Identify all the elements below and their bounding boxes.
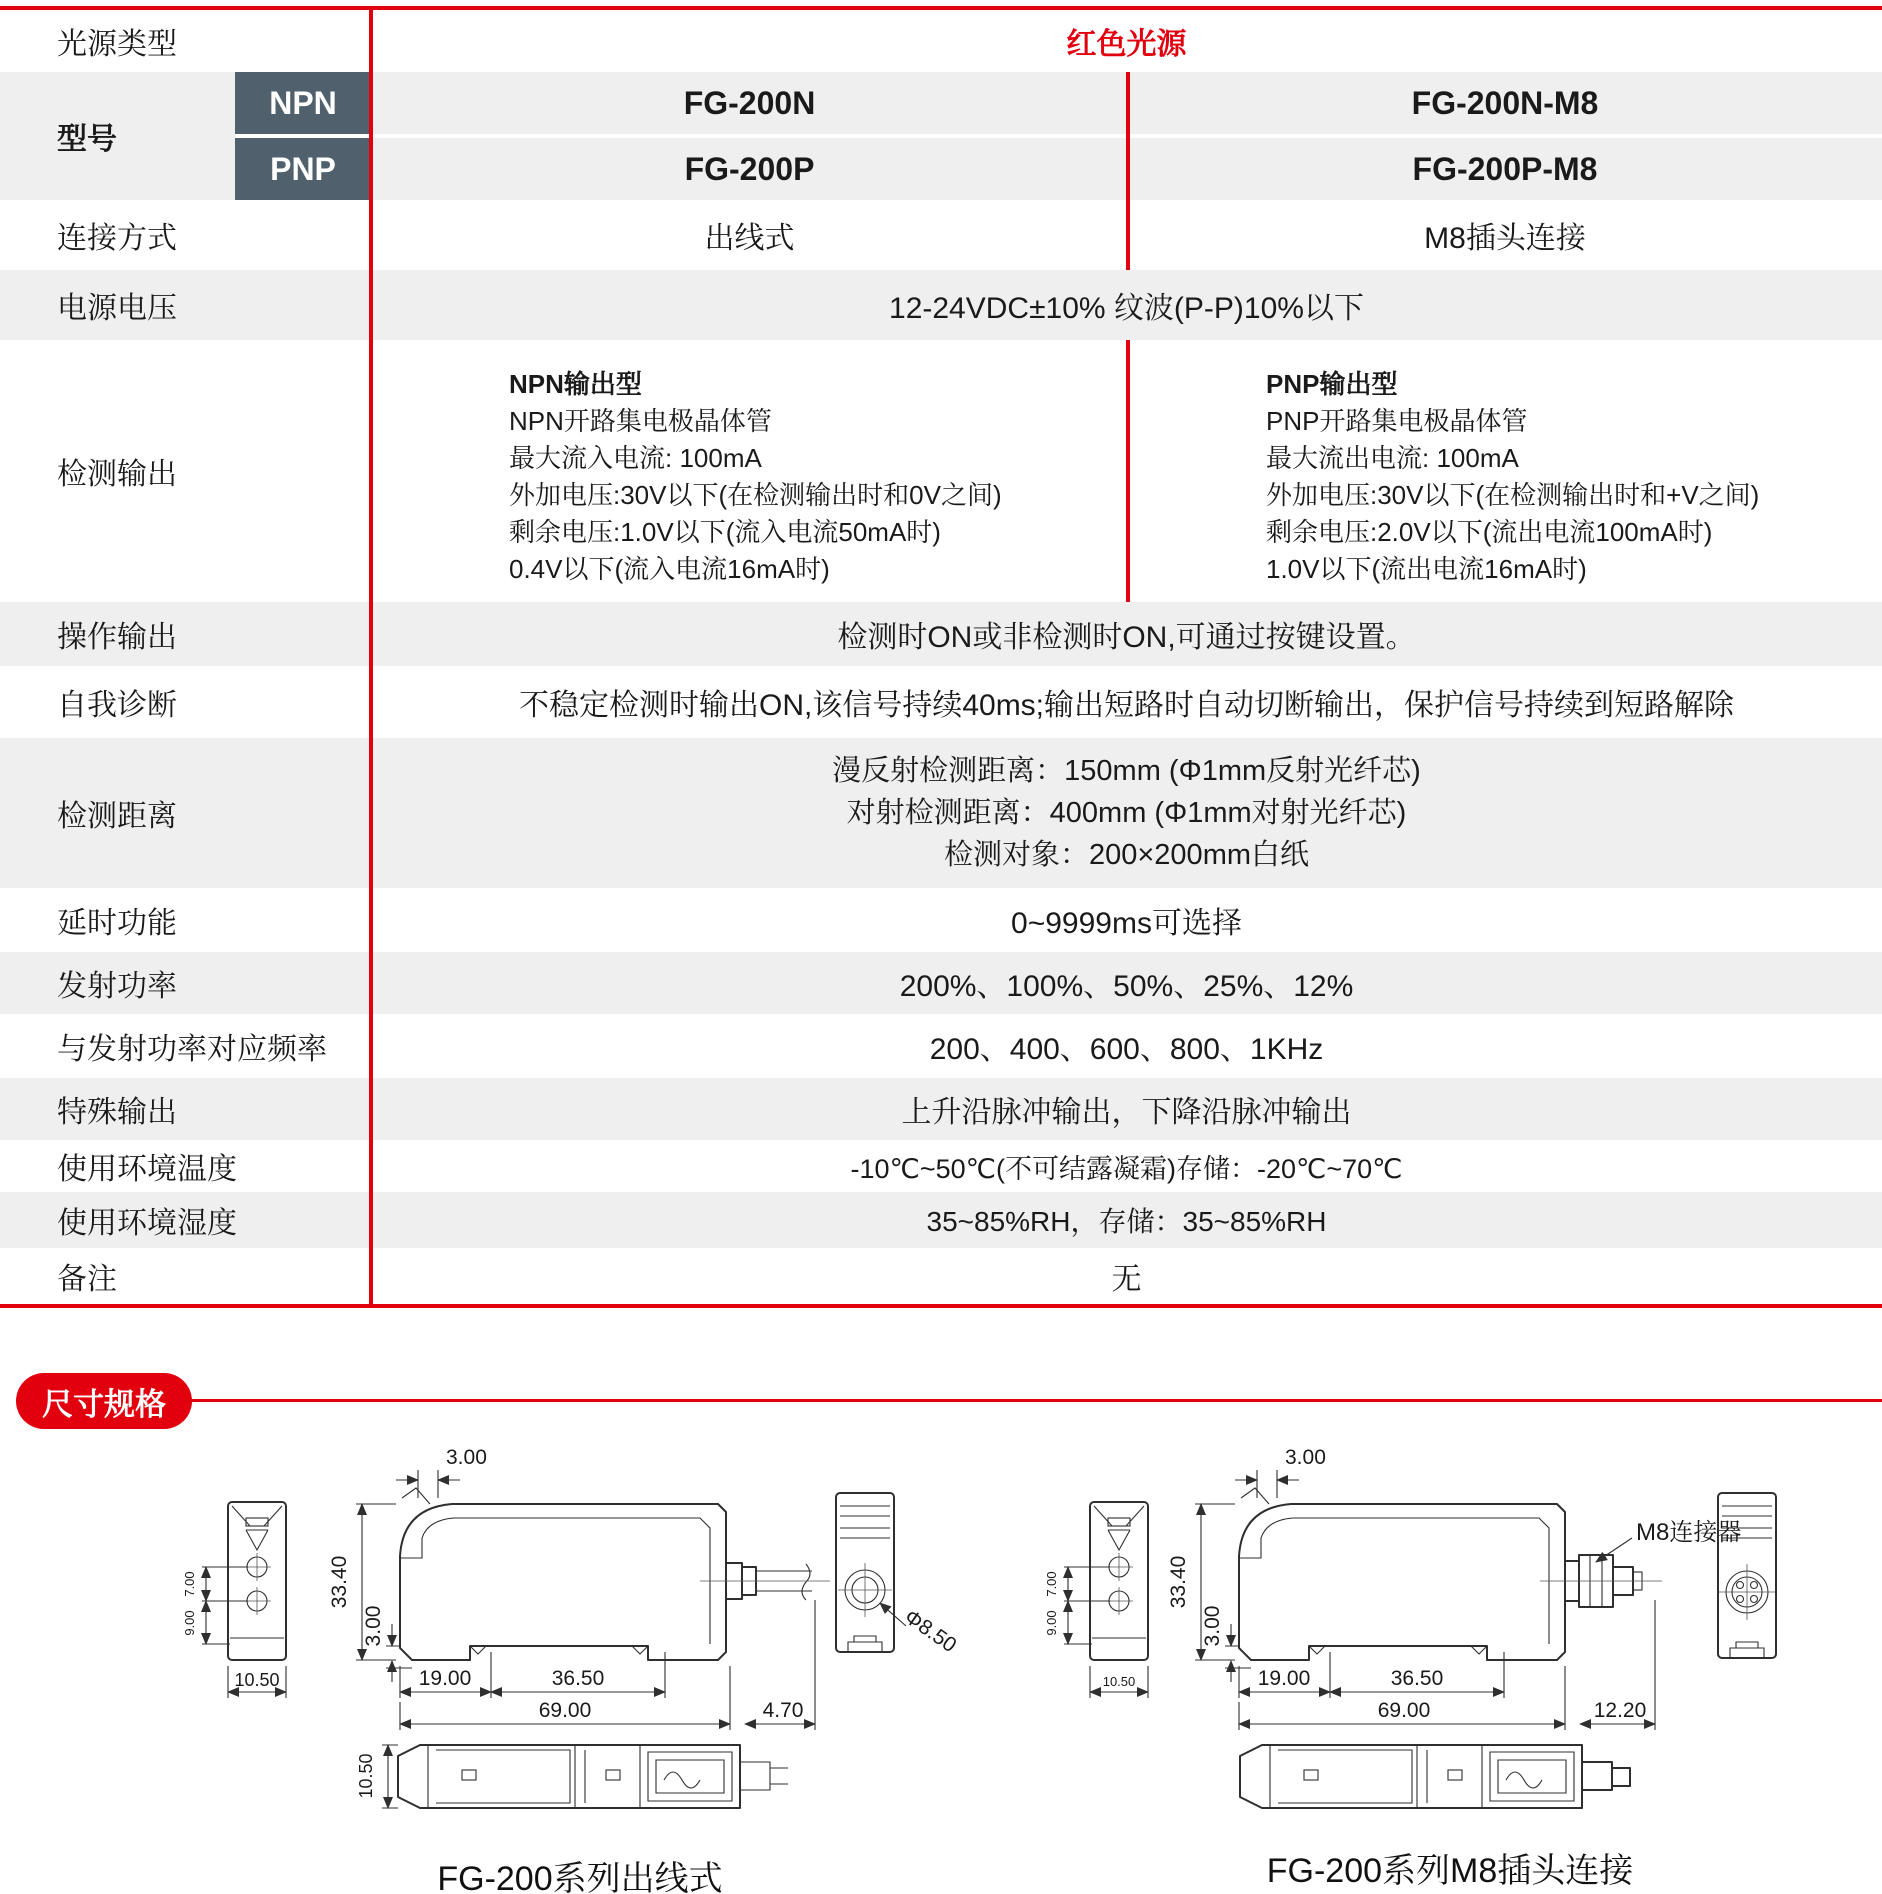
detection-output-npn-block: [371, 340, 1128, 602]
special-output-label: 特殊输出: [57, 1096, 177, 1129]
wire-side-view: [182, 1502, 286, 1698]
row-special-output: [0, 1078, 1882, 1140]
dim-hole-pitch-top-wire: 7.00: [182, 1571, 197, 1597]
delay-label: 延时功能: [57, 907, 177, 940]
wire-main-view: [328, 1446, 830, 1730]
dim-top-offset-wire: 3.00: [446, 1446, 487, 1469]
table-divider-middle-top: [1126, 72, 1130, 270]
row-remarks: [0, 1248, 1882, 1304]
dim-body-height-m8: 33.40: [1167, 1555, 1190, 1609]
row-model: [0, 72, 1882, 200]
pnp-output-line: 1.0V以下(流出电流16mA时): [1266, 554, 1587, 584]
dim-lip-m8: 3.00: [1201, 1605, 1224, 1647]
npn-output-title: NPN输出型: [509, 369, 642, 399]
dim-seg2-wire: 36.50: [551, 1667, 605, 1690]
dim-total-wire: 69.00: [538, 1699, 592, 1722]
dim-top-offset-m8: 3.00: [1285, 1446, 1326, 1469]
pnp-m8-model: FG-200P-M8: [1412, 150, 1598, 187]
light-source-label: 光源类型: [57, 28, 177, 61]
ambient-temp-value: -10℃~50℃(不可结露凝霜)存储：-20℃~70℃: [850, 1153, 1403, 1184]
row-light-source: [0, 10, 1882, 72]
light-source-value: 红色光源: [1066, 28, 1187, 61]
npn-output-line: NPN开路集电极晶体管: [509, 406, 772, 436]
caption-wire: FG-200系列出线式: [437, 1860, 723, 1894]
wire-front-view: [836, 1493, 961, 1657]
delay-value: 0~9999ms可选择: [1011, 907, 1242, 940]
connection-label: 连接方式: [57, 222, 177, 255]
emission-power-label: 发射功率: [57, 970, 177, 1003]
frequency-label: 与发射功率对应频率: [57, 1033, 327, 1066]
frequency-value: 200、400、600、800、1KHz: [929, 1033, 1324, 1066]
row-power-voltage: [0, 270, 1882, 340]
remarks-label: 备注: [57, 1263, 117, 1296]
drawing-group-m8: [1044, 1446, 1776, 1890]
distance-line-diffuse: 漫反射检测距离：150mm (Φ1mm反射光纤芯): [832, 755, 1421, 787]
remarks-value: 无: [1111, 1263, 1142, 1296]
row-frequency: [0, 1014, 1882, 1078]
dim-side-width-m8: 10.50: [1102, 1674, 1136, 1689]
dimensions-section-rule: [182, 1399, 1882, 1402]
ambient-humidity-label: 使用环境湿度: [57, 1207, 237, 1240]
pnp-output-line: 外加电压:30V以下(在检测输出时和+V之间): [1266, 480, 1760, 510]
pnp-output-line: PNP开路集电极晶体管: [1266, 406, 1528, 436]
dim-seg1-m8: 19.00: [1257, 1667, 1311, 1690]
distance-line-object: 检测对象：200×200mm白纸: [943, 839, 1310, 871]
model-label: 型号: [0, 72, 235, 200]
table-divider-middle-bottom: [1126, 340, 1130, 602]
pnp-output-line: 最大流出电流: 100mA: [1266, 443, 1519, 473]
row-ambient-temp: [0, 1140, 1882, 1192]
npn-m8-model: FG-200N-M8: [1411, 84, 1599, 121]
power-voltage-value: 12-24VDC±10% 纹波(P-P)10%以下: [889, 292, 1364, 325]
pnp-badge: PNP: [235, 138, 371, 200]
pnp-output-title: PNP输出型: [1266, 369, 1398, 399]
npn-output-line: 最大流入电流: 100mA: [509, 443, 762, 473]
operation-output-label: 操作输出: [57, 621, 177, 654]
npn-output-line: 外加电压:30V以下(在检测输出时和0V之间): [509, 480, 1002, 510]
m8-main-view: [1167, 1446, 1741, 1730]
row-connection: [0, 200, 1882, 270]
dim-bottom-height-wire: 10.50: [356, 1753, 376, 1799]
model-badges: [235, 72, 371, 200]
dim-seg2-m8: 36.50: [1390, 1667, 1444, 1690]
detection-output-label: 检测输出: [57, 458, 177, 491]
operation-output-value: 检测时ON或非检测时ON,可通过按键设置。: [837, 621, 1416, 654]
m8-front-view: [1718, 1493, 1776, 1658]
dim-tail-m8: 12.20: [1593, 1699, 1647, 1722]
ambient-temp-label: 使用环境温度: [57, 1153, 237, 1186]
dim-hole-pitch-bottom-wire: 9.00: [182, 1610, 197, 1636]
dim-body-height-wire: 33.40: [328, 1555, 351, 1609]
drawing-group-wire: [182, 1446, 961, 1894]
npn-wire-model: FG-200N: [683, 84, 816, 121]
row-self-diagnosis: [0, 666, 1882, 738]
m8-side-view: [1044, 1502, 1148, 1698]
dim-total-m8: 69.00: [1377, 1699, 1431, 1722]
npn-output-line: 0.4V以下(流入电流16mA时): [509, 554, 830, 584]
row-detection-output: [0, 340, 1882, 602]
npn-badge: NPN: [235, 72, 371, 134]
detection-output-pnp-block: [1128, 340, 1882, 602]
pnp-output-line: 剩余电压:2.0V以下(流出电流100mA时): [1266, 517, 1713, 547]
ambient-humidity-value: 35~85%RH，存储：35~85%RH: [926, 1206, 1327, 1237]
distance-line-thru: 对射检测距离：400mm (Φ1mm对射光纤芯): [846, 797, 1407, 829]
pnp-wire-model: FG-200P: [684, 150, 815, 187]
row-emission-power: [0, 952, 1882, 1014]
power-voltage-label: 电源电压: [57, 292, 177, 325]
detection-distance-value: [371, 738, 1882, 888]
dim-seg1-wire: 19.00: [418, 1667, 472, 1690]
special-output-value: 上升沿脉冲输出，下降沿脉冲输出: [901, 1096, 1352, 1129]
connection-wire-value: 出线式: [704, 222, 795, 255]
dimension-drawings: [0, 1440, 1882, 1894]
m8-bottom-view: [1240, 1745, 1630, 1808]
emission-power-value: 200%、100%、50%、25%、12%: [899, 970, 1354, 1003]
row-operation-output: [0, 602, 1882, 666]
dim-front-diameter-wire: Φ8.50: [900, 1605, 961, 1658]
caption-m8: FG-200系列M8插头连接: [1266, 1852, 1634, 1890]
dim-hole-pitch-bottom-m8: 9.00: [1044, 1610, 1059, 1636]
dim-lip-wire: 3.00: [362, 1605, 385, 1647]
dim-side-width-wire: 10.50: [234, 1670, 280, 1690]
npn-output-line: 剩余电压:1.0V以下(流入电流50mA时): [509, 517, 941, 547]
dim-tail-wire: 4.70: [762, 1699, 804, 1722]
dimensions-section-badge: 尺寸规格: [16, 1373, 192, 1429]
m8-connector-label: M8连接器: [1636, 1519, 1742, 1546]
connection-m8-value: M8插头连接: [1424, 222, 1586, 255]
row-detection-distance: [0, 738, 1882, 888]
wire-bottom-view: [356, 1745, 788, 1808]
detection-distance-label: 检测距离: [57, 800, 177, 833]
self-diagnosis-label: 自我诊断: [57, 689, 177, 722]
self-diagnosis-value: 不稳定检测时输出ON,该信号持续40ms;输出短路时自动切断输出，保护信号持续到短路解除: [518, 689, 1735, 722]
dim-hole-pitch-top-m8: 7.00: [1044, 1571, 1059, 1597]
spec-table: [0, 6, 1882, 1308]
row-ambient-humidity: [0, 1192, 1882, 1248]
row-delay: [0, 888, 1882, 952]
table-divider-left: [369, 10, 373, 1304]
